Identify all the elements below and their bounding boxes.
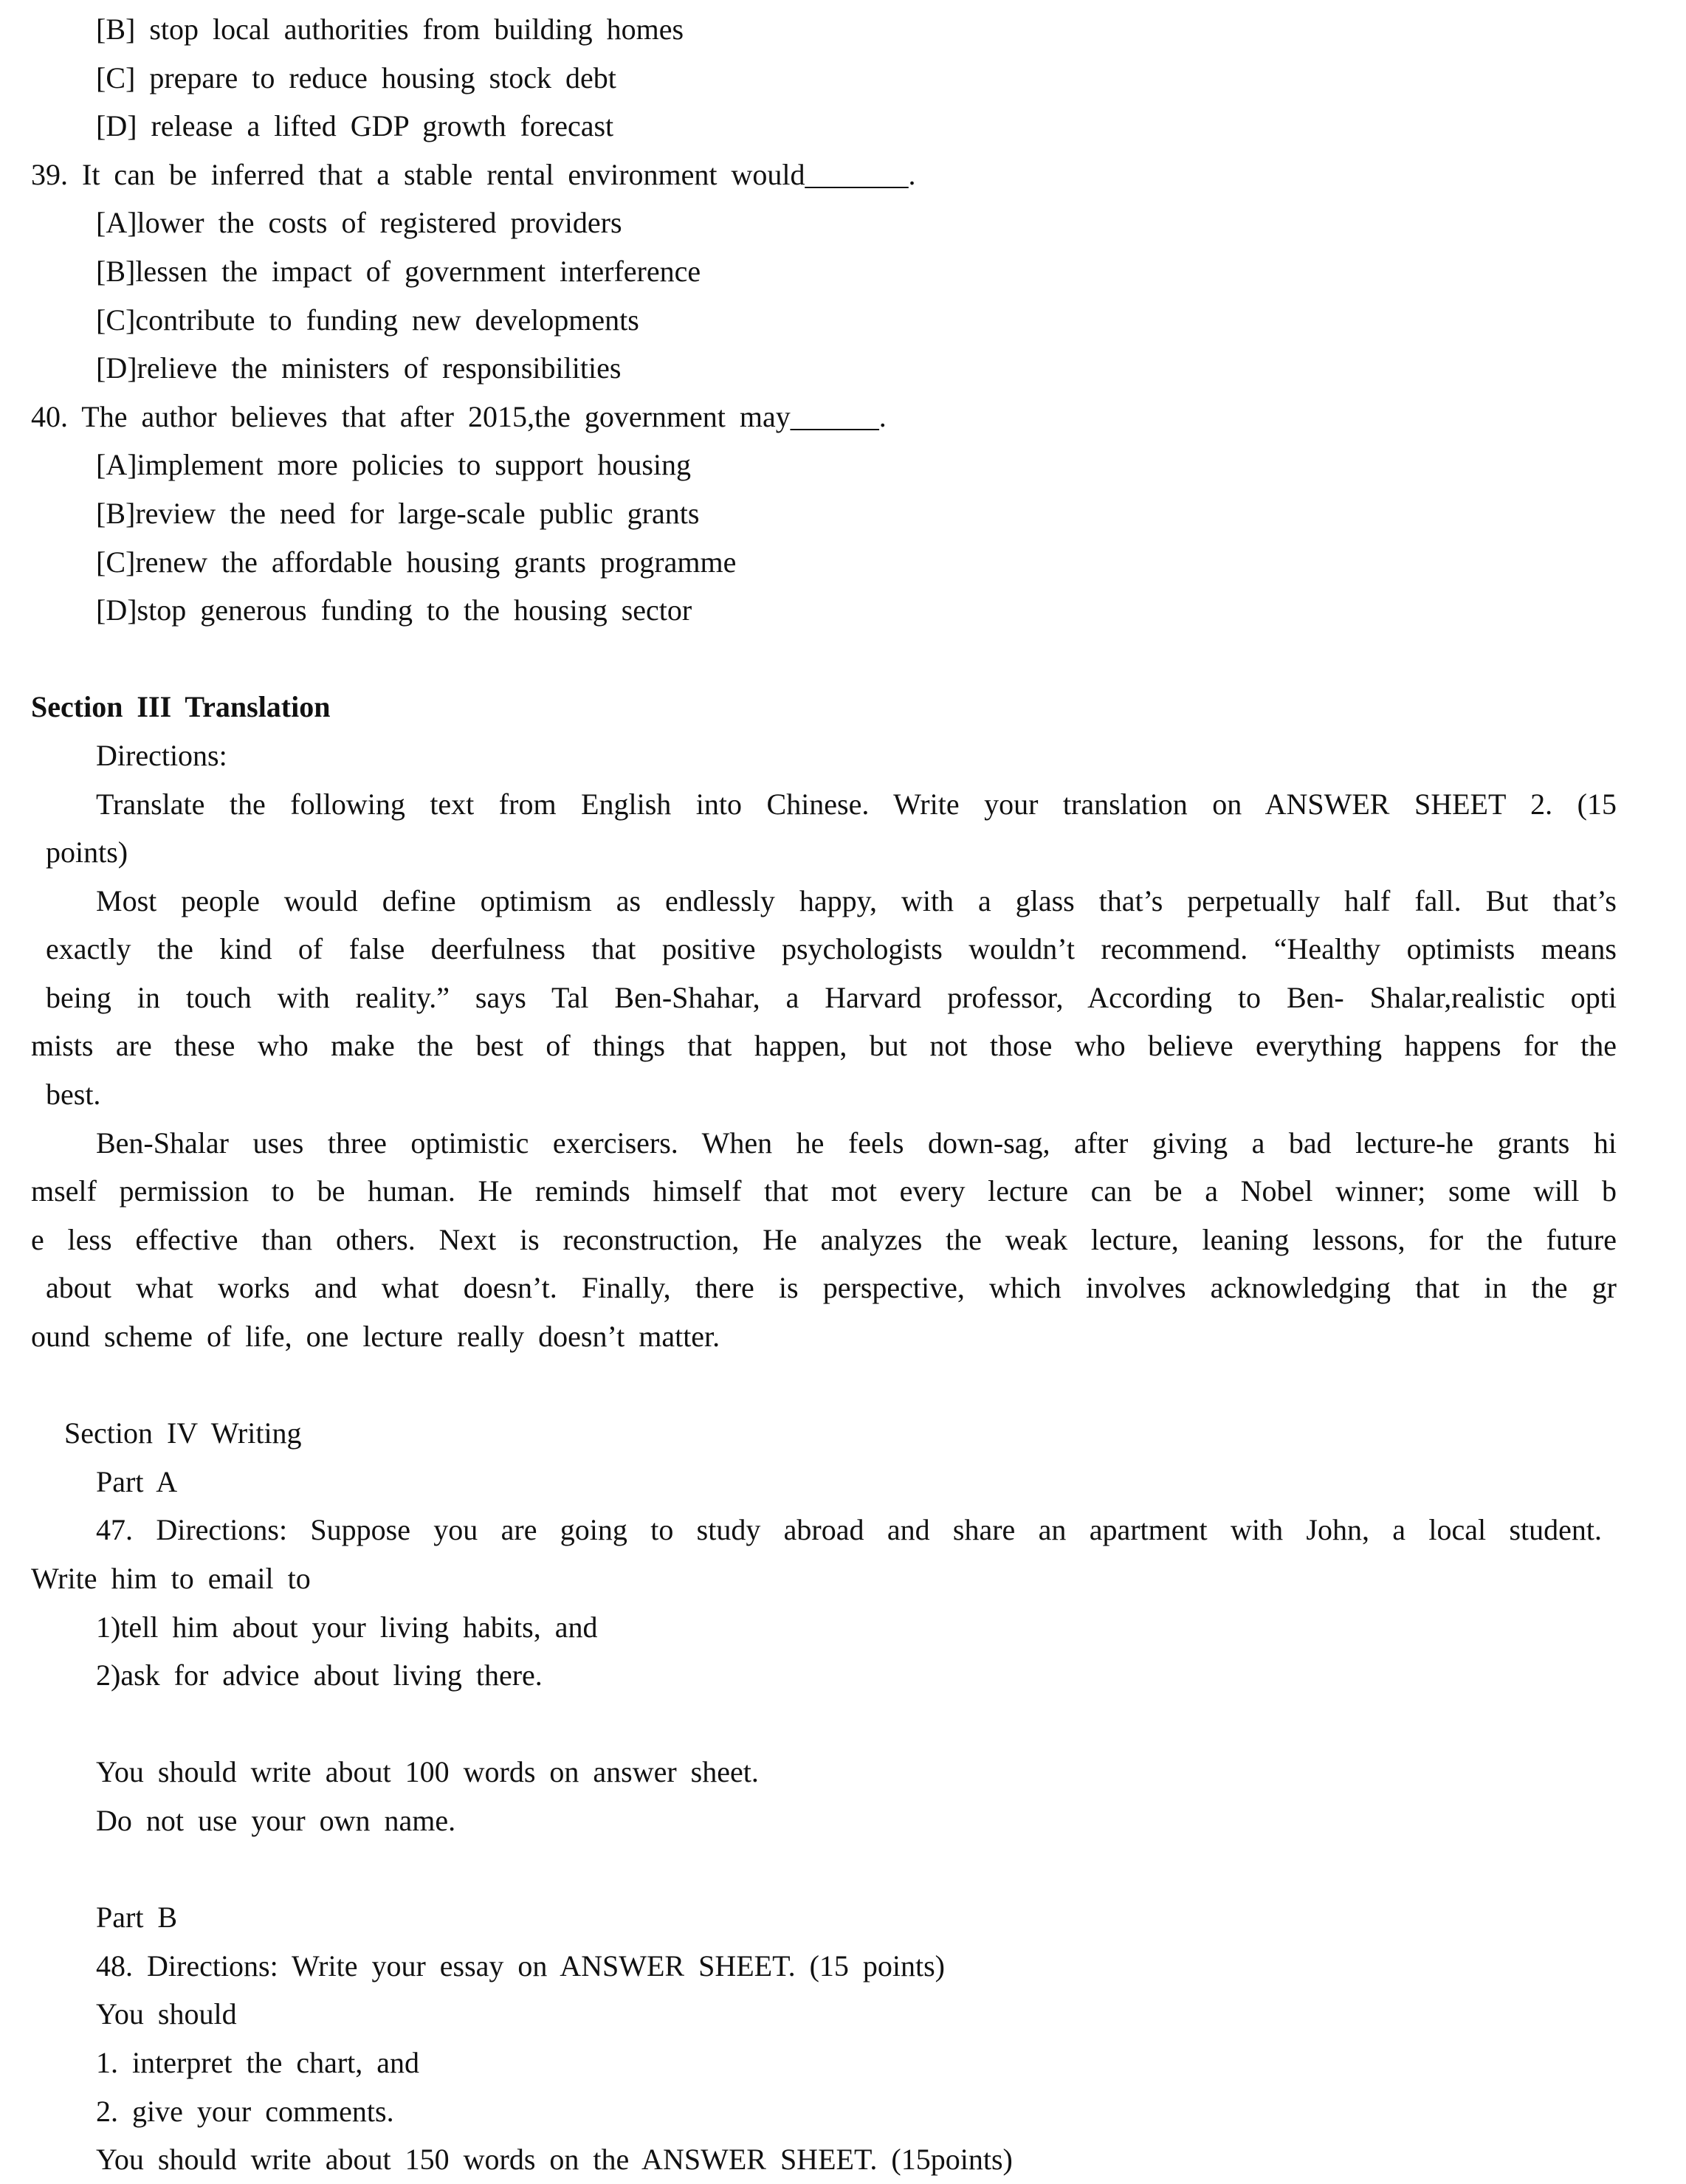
part-b-label: Part B — [96, 1901, 178, 1935]
translation-para2-line: mself permission to be human. He reminds himself that mot every lecture can be a Nobel winner; some will b — [31, 1174, 1617, 1208]
translation-para1-line: Most people would define optimism as endlessly happy, with a glass that’s perpetually half fall. But that’s — [96, 883, 1617, 917]
section3-directions-label: Directions: — [96, 738, 227, 772]
translation-para1-line: exactly the kind of false deerfulness that positive psychologists wouldn’t recommend. “Healthy optimists means — [46, 932, 1617, 966]
q39-option-a: [A]lower the costs of registered providers — [96, 206, 622, 240]
translation-para2-line: Ben-Shalar uses three optimistic exercisers. When he feels down-sag, after giving a bad lecture-he grants hi — [96, 1126, 1617, 1160]
translation-para1-line: mists are these who make the best of things that happen, but not those who believe everything happens for the — [31, 1029, 1617, 1063]
q39-option-d: [D]relieve the ministers of responsibilities — [96, 351, 622, 385]
exam-page — [0, 5, 1686, 2184]
section3-heading: Section III Translation — [31, 690, 331, 724]
q38-option-d: [D] release a lifted GDP growth forecast — [96, 109, 614, 143]
q39-stem: 39. It can be inferred that a stable rental environment would_______. — [31, 157, 916, 191]
q39-option-c: [C]contribute to funding new developments — [96, 303, 639, 337]
spacer — [0, 1361, 1686, 1410]
part-a-note: You should write about 100 words on answer sheet. — [96, 1755, 759, 1789]
q40-option-d: [D]stop generous funding to the housing sector — [96, 593, 692, 627]
spacer — [0, 635, 1686, 683]
part-a-note: Do not use your own name. — [96, 1803, 456, 1837]
part-a-task: 1)tell him about your living habits, and — [96, 1610, 598, 1644]
section3-directions-line: points) — [46, 836, 128, 869]
translation-para2-line: ound scheme of life, one lecture really doesn’t matter. — [31, 1320, 720, 1354]
spacer — [0, 1700, 1686, 1749]
q38-option-c: [C] prepare to reduce housing stock debt — [96, 61, 616, 94]
part-a-directions-line: Write him to email to — [31, 1562, 311, 1595]
part-b-lead: You should — [96, 1997, 237, 2031]
part-a-label: Part A — [96, 1464, 178, 1498]
section3-directions-line: Translate the following text from English into Chinese. Write your translation on ANSWER SHEET 2. (15 — [96, 787, 1617, 821]
spacer — [0, 1845, 1686, 1894]
part-a-task: 2)ask for advice about living there. — [96, 1658, 543, 1692]
translation-para1-line: best. — [46, 1078, 101, 1112]
part-b-task: 1. interpret the chart, and — [96, 2045, 420, 2079]
translation-para2-line: about what works and what doesn’t. Finally, there is perspective, which involves acknowledging that in the gr — [46, 1271, 1617, 1305]
part-a-directions-line: 47. Directions: Suppose you are going to study abroad and share an apartment with John, a local student. — [96, 1513, 1602, 1547]
section4-heading: Section IV Writing — [64, 1416, 302, 1450]
q39-option-b: [B]lessen the impact of government interference — [96, 254, 701, 288]
q40-option-b: [B]review the need for large-scale public grants — [96, 496, 700, 530]
part-b-note: You should write about 150 words on the ANSWER SHEET. (15points) — [96, 2143, 1013, 2177]
q40-option-c: [C]renew the affordable housing grants programme — [96, 545, 737, 579]
translation-para1-line: being in touch with reality.” says Tal Ben-Shahar, a Harvard professor, According to Ben- Shalar,realistic opti — [46, 980, 1617, 1014]
translation-para2-line: e less effective than others. Next is reconstruction, He analyzes the weak lecture, leaning lessons, for the future — [31, 1222, 1617, 1256]
q40-stem: 40. The author believes that after 2015,the government may______. — [31, 399, 887, 433]
part-b-directions: 48. Directions: Write your essay on ANSWER SHEET. (15 points) — [96, 1949, 946, 1983]
part-b-task: 2. give your comments. — [96, 2094, 394, 2128]
q40-option-a: [A]implement more policies to support housing — [96, 448, 691, 482]
q38-option-b: [B] stop local authorities from building homes — [96, 13, 684, 46]
